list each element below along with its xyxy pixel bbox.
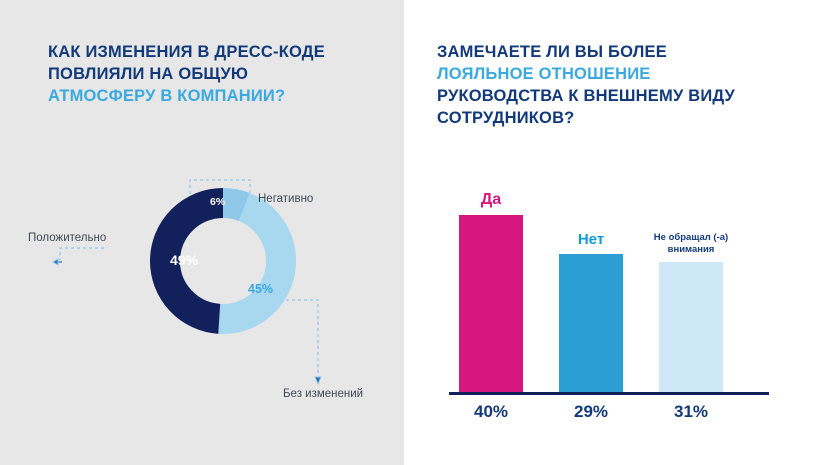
bar-rect-no bbox=[559, 254, 623, 392]
bar-label-notnoticed-line2: внимания bbox=[667, 244, 715, 256]
bar-label-yes: Да bbox=[480, 191, 502, 208]
right-title-line-3: РУКОВОДСТВА К ВНЕШНЕМУ ВИДУ bbox=[437, 86, 735, 105]
bar-column-yes bbox=[459, 191, 523, 392]
bar-value-notnoticed: 31% bbox=[673, 402, 709, 421]
bar-axis-line bbox=[449, 392, 769, 395]
donut-label-negative: Негативно bbox=[258, 193, 314, 205]
left-chart-title bbox=[48, 42, 378, 108]
donut-chart bbox=[148, 186, 298, 336]
donut-value-nochange: 45% bbox=[248, 282, 274, 296]
right-title-line-4: СОТРУДНИКОВ? bbox=[437, 108, 575, 127]
bar-value-yes: 40% bbox=[473, 402, 509, 421]
donut-label-positive: Положительно bbox=[28, 232, 107, 244]
left-title-line-1: КАК ИЗМЕНЕНИЯ В ДРЕСС-КОДЕ bbox=[48, 43, 325, 61]
bar-value-no: 29% bbox=[573, 402, 609, 421]
bar-rect-yes bbox=[459, 215, 523, 392]
bar-column-no bbox=[559, 231, 623, 392]
bar-label-no: Нет bbox=[577, 231, 605, 248]
donut-value-positive: 49% bbox=[170, 252, 199, 268]
bar-label-notnoticed bbox=[654, 232, 728, 256]
bar-label-notnoticed-line1: Не обращал (-а) bbox=[653, 232, 729, 244]
donut-value-negative: 6% bbox=[210, 196, 226, 208]
right-title-line-2: ЛОЯЛЬНОЕ ОТНОШЕНИЕ bbox=[437, 64, 651, 83]
right-panel bbox=[404, 0, 820, 465]
right-chart-title bbox=[437, 42, 797, 130]
bar-rect-notnoticed bbox=[659, 262, 723, 392]
left-title-line-2: ПОВЛИЯЛИ НА ОБЩУЮ bbox=[48, 64, 249, 83]
left-title-line-3: АТМОСФЕРУ В КОМПАНИИ? bbox=[48, 86, 286, 105]
bar-column-notnoticed bbox=[653, 232, 729, 392]
left-panel bbox=[0, 0, 404, 465]
bar-chart bbox=[444, 176, 774, 421]
right-title-line-1: ЗАМЕЧАЕТЕ ЛИ ВЫ БОЛЕЕ bbox=[437, 43, 667, 61]
donut-label-nochange: Без изменений bbox=[283, 388, 364, 400]
